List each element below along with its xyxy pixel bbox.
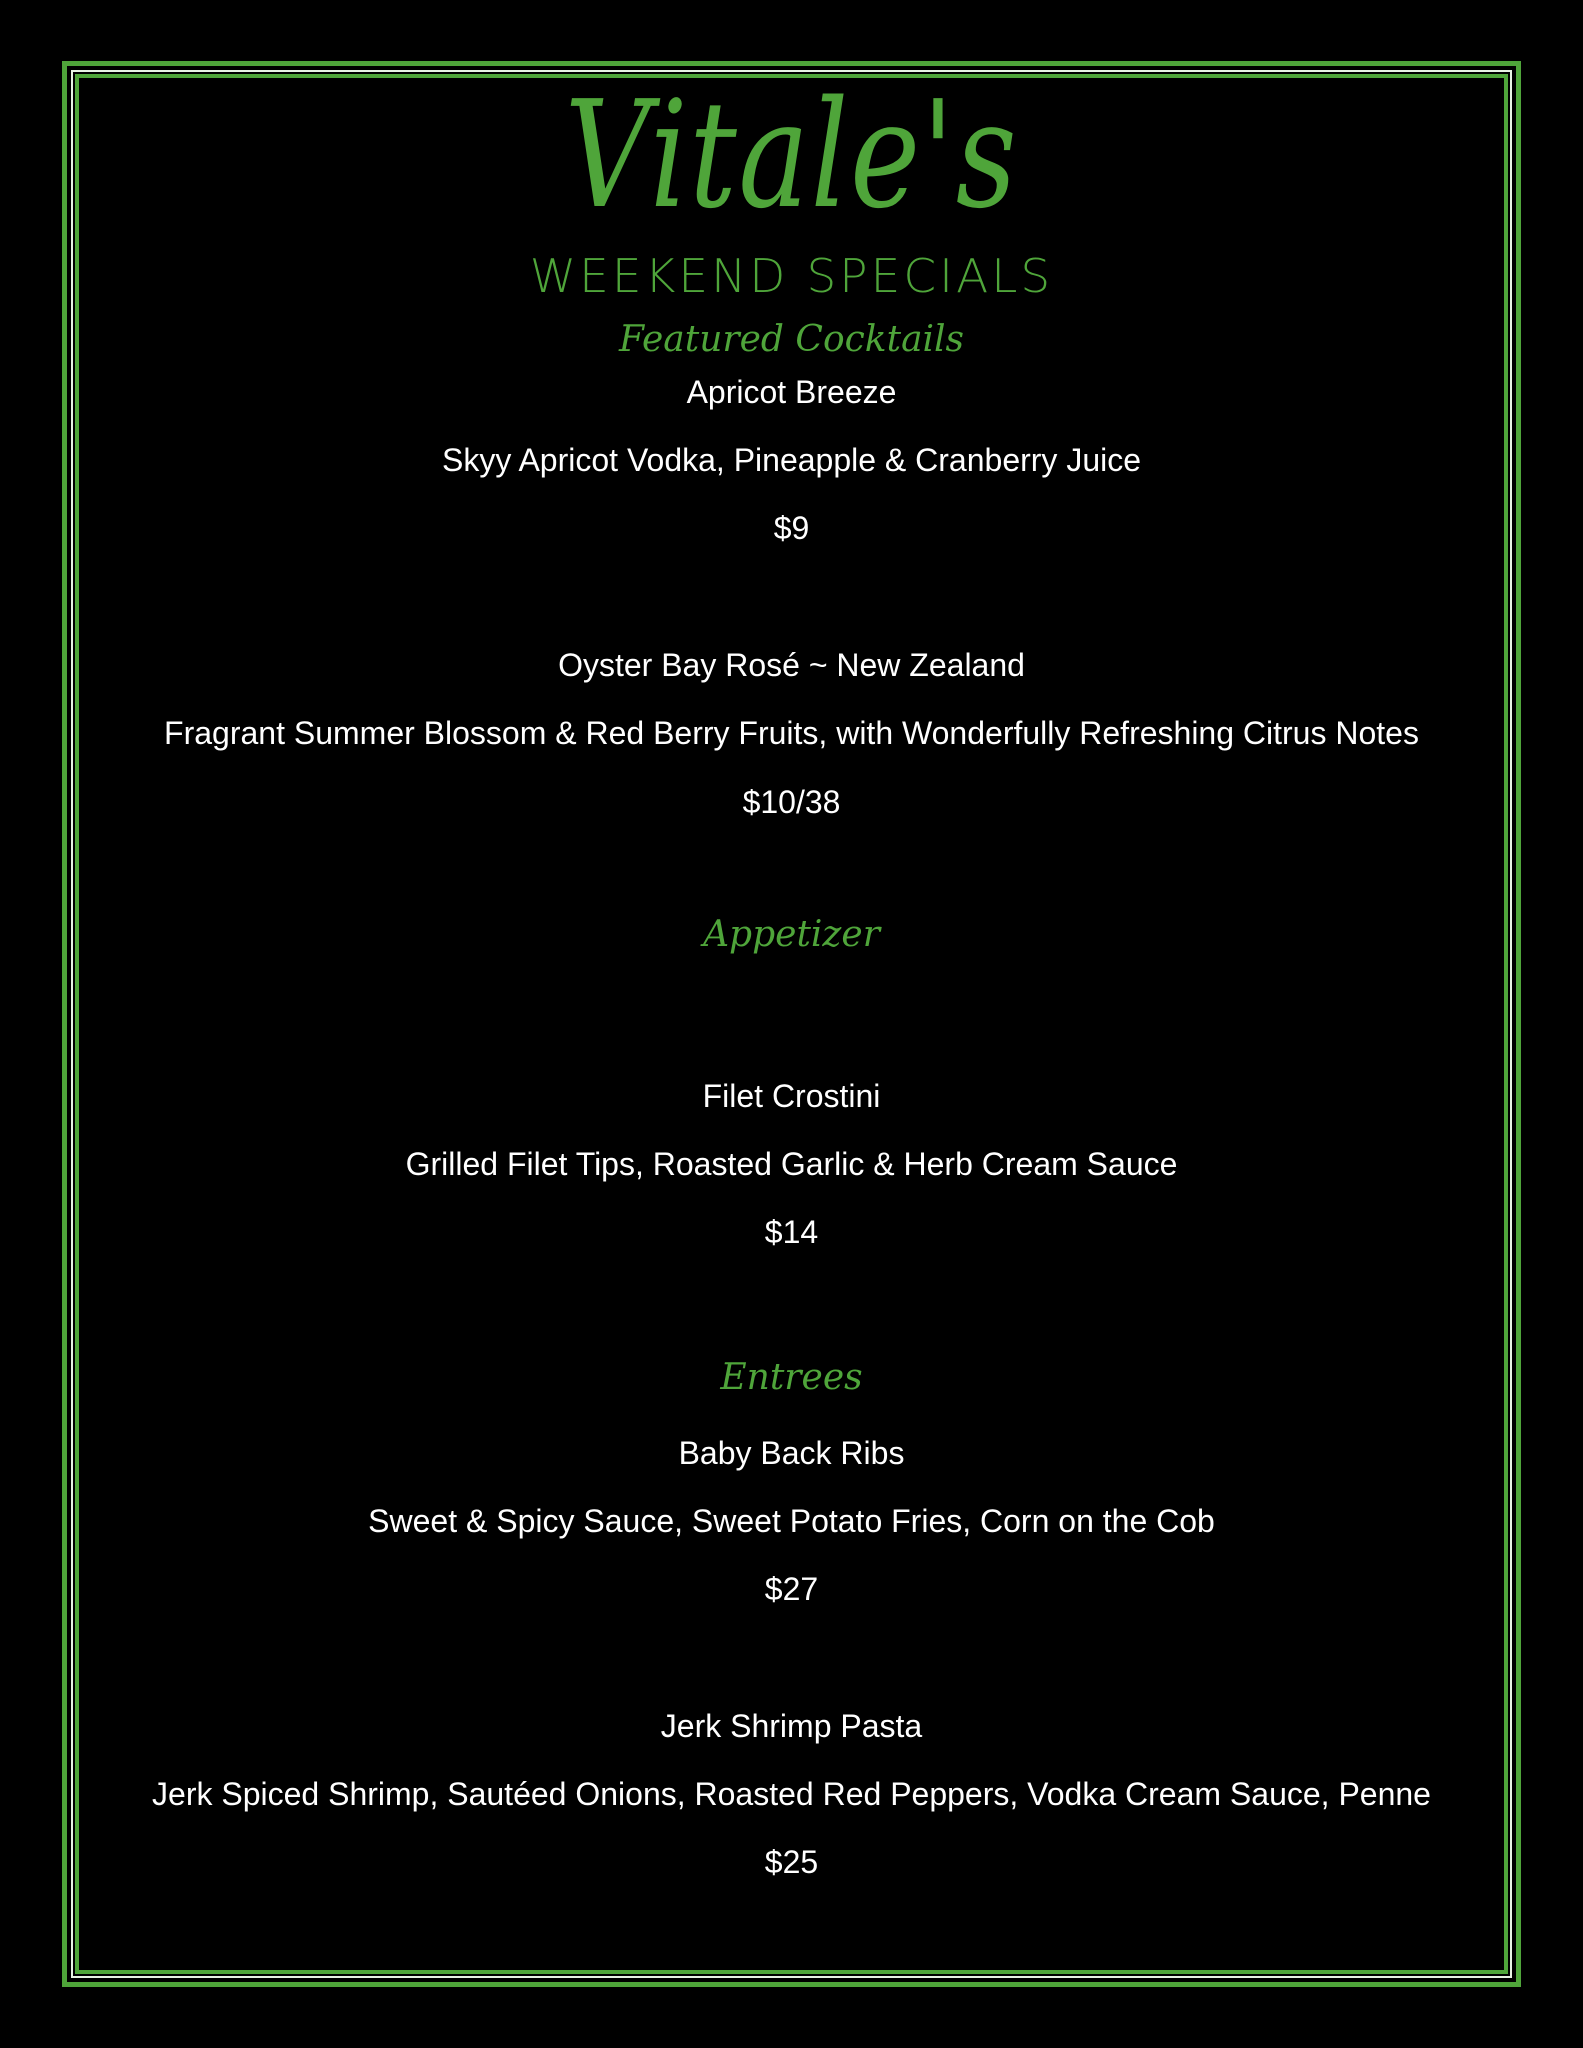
item-name: Baby Back Ribs: [678, 1435, 905, 1471]
section-heading-appetizer: Appetizer: [703, 914, 880, 955]
item-name: Oyster Bay Rosé ~ New Zealand: [558, 647, 1025, 683]
item-price: $25: [764, 1844, 819, 1880]
item-description: Fragrant Summer Blossom & Red Berry Fruits, with Wonderfully Refreshing Citrus Notes: [164, 715, 1419, 751]
item-description: Sweet & Spicy Sauce, Sweet Potato Fries, Corn on the Cob: [368, 1503, 1215, 1539]
item-price: $27: [764, 1571, 819, 1607]
brand-logo-title: Vitale's: [564, 69, 1019, 241]
item-description: Skyy Apricot Vodka, Pineapple & Cranberry Juice: [441, 442, 1142, 478]
item-name: Apricot Breeze: [686, 374, 897, 410]
section-heading-entrees: Entrees: [720, 1357, 863, 1398]
item-description: Grilled Filet Tips, Roasted Garlic & Herb Cream Sauce: [405, 1146, 1178, 1182]
section-heading-cocktails: Featured Cocktails: [618, 319, 965, 360]
item-name: Jerk Shrimp Pasta: [660, 1708, 923, 1744]
menu-subtitle: WEEKEND SPECIALS: [529, 249, 1054, 303]
item-price: $9: [773, 510, 810, 546]
item-price: $14: [764, 1214, 819, 1250]
item-name: Filet Crostini: [702, 1078, 881, 1114]
item-description: Jerk Spiced Shrimp, Sautéed Onions, Roasted Red Peppers, Vodka Cream Sauce, Penne: [152, 1776, 1431, 1812]
item-price: $10/38: [742, 784, 841, 820]
